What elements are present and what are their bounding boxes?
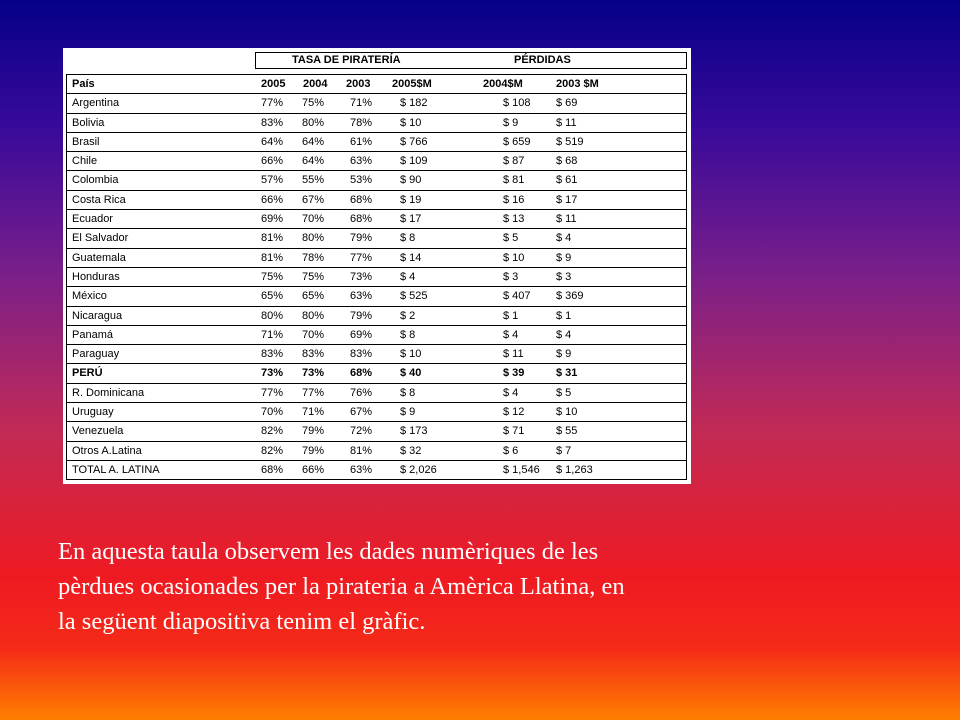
cell-rate-2004: 75% [302,270,325,283]
cell-loss-2004: $ 407 [503,290,531,303]
cell-rate-2003: 67% [350,406,373,419]
cell-loss-2005: $ 2 [400,309,416,322]
cell-rate-2005: 81% [261,232,284,245]
table-row [67,114,686,133]
cell-loss-2005: $ 32 [400,444,422,457]
cell-loss-2003: $ 5 [556,386,572,399]
cell-country: TOTAL A. LATINA [72,463,160,476]
table-row [67,326,686,345]
cell-loss-2004: $ 5 [503,232,519,245]
table-row [67,249,686,268]
cell-country: Chile [72,155,98,168]
cell-rate-2003: 68% [350,193,373,206]
cell-rate-2003: 63% [350,463,373,476]
column-header-2005: 2005 [261,78,286,90]
cell-rate-2004: 67% [302,193,325,206]
caption-line: pèrdues ocasionades per la pirateria a Amèrica Llatina, en [58,573,625,600]
cell-loss-2003: $ 11 [556,213,577,226]
cell-loss-2004: $ 1,546 [503,463,540,476]
column-header-row [67,75,686,94]
cell-loss-2003: $ 61 [556,174,578,187]
cell-loss-2004: $ 12 [503,406,525,419]
cell-loss-2005: $ 4 [400,270,416,283]
cell-loss-2005: $ 173 [400,425,428,438]
cell-loss-2005: $ 2,026 [400,463,437,476]
cell-loss-2004: $ 10 [503,251,525,264]
cell-rate-2003: 63% [350,290,373,303]
cell-loss-2004: $ 1 [503,309,519,322]
cell-loss-2003: $ 31 [556,367,578,380]
cell-country: Guatemala [72,251,126,264]
cell-rate-2004: 80% [302,116,325,129]
cell-loss-2005: $ 525 [400,290,428,303]
cell-loss-2005: $ 8 [400,328,416,341]
cell-rate-2004: 55% [302,174,325,187]
cell-rate-2005: 81% [261,251,284,264]
cell-loss-2005: $ 14 [400,251,422,264]
cell-rate-2004: 73% [302,367,325,380]
cell-rate-2004: 64% [302,135,325,148]
cell-country: Costa Rica [72,193,126,206]
cell-rate-2005: 65% [261,290,284,303]
cell-loss-2005: $ 8 [400,232,416,245]
cell-loss-2003: $ 55 [556,425,578,438]
column-header-2003: 2003 [346,78,371,90]
cell-loss-2005: $ 109 [400,155,428,168]
cell-loss-2005: $ 19 [400,193,422,206]
cell-loss-2003: $ 1 [556,309,572,322]
cell-loss-2003: $ 7 [556,444,572,457]
cell-rate-2005: 77% [261,386,284,399]
cell-rate-2005: 82% [261,425,284,438]
cell-rate-2003: 83% [350,348,373,361]
cell-loss-2005: $ 17 [400,213,422,226]
cell-loss-2004: $ 81 [503,174,525,187]
caption-line: En aquesta taula observem les dades numèriques de les [58,538,599,565]
cell-loss-2005: $ 9 [400,406,416,419]
column-header-2004m: 2004$M [483,78,523,90]
losses-group-header: PÉRDIDAS [514,54,571,66]
table-row [67,210,686,229]
cell-country: Nicaragua [72,309,123,322]
cell-rate-2003: 69% [350,328,373,341]
table-row [67,133,686,152]
table-row [67,152,686,171]
cell-rate-2004: 65% [302,290,325,303]
cell-rate-2005: 82% [261,444,284,457]
cell-loss-2004: $ 13 [503,213,525,226]
table-row [67,461,686,480]
cell-loss-2004: $ 108 [503,97,531,110]
cell-loss-2004: $ 71 [503,425,525,438]
cell-rate-2003: 79% [350,232,373,245]
cell-loss-2003: $ 69 [556,97,578,110]
cell-rate-2005: 83% [261,116,284,129]
cell-rate-2005: 70% [261,406,284,419]
cell-rate-2004: 80% [302,309,325,322]
cell-loss-2003: $ 4 [556,328,572,341]
caption-line: la següent diapositiva tenim el gràfic. [58,608,426,635]
piracy-table [63,48,691,484]
cell-rate-2004: 79% [302,425,325,438]
cell-loss-2003: $ 4 [556,232,572,245]
cell-rate-2003: 68% [350,213,373,226]
cell-rate-2003: 61% [350,135,373,148]
cell-loss-2004: $ 3 [503,270,519,283]
table-row [67,307,686,326]
cell-loss-2005: $ 8 [400,386,416,399]
cell-country: Panamá [72,328,113,341]
cell-rate-2005: 75% [261,270,284,283]
cell-loss-2004: $ 9 [503,116,519,129]
table-body [66,74,687,480]
cell-rate-2003: 72% [350,425,373,438]
cell-rate-2004: 77% [302,386,325,399]
column-header-2004: 2004 [303,78,328,90]
table-row [67,384,686,403]
table-row [67,268,686,287]
table-row [67,94,686,113]
cell-rate-2004: 71% [302,406,325,419]
table-row [67,287,686,306]
cell-loss-2003: $ 9 [556,348,572,361]
cell-rate-2005: 73% [261,367,284,380]
cell-rate-2003: 81% [350,444,373,457]
cell-rate-2005: 66% [261,155,284,168]
column-header-2005m: 2005$M [392,78,432,90]
table-row [67,345,686,364]
cell-rate-2005: 80% [261,309,284,322]
table-row [67,364,686,383]
cell-loss-2003: $ 9 [556,251,572,264]
cell-loss-2003: $ 68 [556,155,578,168]
cell-rate-2005: 71% [261,328,284,341]
table-row [67,229,686,248]
cell-loss-2004: $ 6 [503,444,519,457]
cell-rate-2004: 78% [302,251,325,264]
cell-rate-2004: 64% [302,155,325,168]
cell-loss-2003: $ 3 [556,270,572,283]
table-row [67,191,686,210]
cell-rate-2003: 73% [350,270,373,283]
cell-loss-2005: $ 90 [400,174,422,187]
cell-loss-2003: $ 519 [556,135,584,148]
cell-loss-2004: $ 87 [503,155,525,168]
cell-country: El Salvador [72,232,129,245]
cell-country: Brasil [72,135,100,148]
cell-rate-2003: 76% [350,386,373,399]
cell-loss-2005: $ 10 [400,348,422,361]
cell-rate-2003: 77% [350,251,373,264]
cell-rate-2003: 79% [350,309,373,322]
cell-loss-2003: $ 10 [556,406,578,419]
table-row [67,171,686,190]
cell-rate-2004: 70% [302,213,325,226]
cell-country: Argentina [72,97,120,110]
cell-loss-2003: $ 369 [556,290,584,303]
cell-loss-2004: $ 16 [503,193,525,206]
table-row [67,422,686,441]
column-header-country: País [72,78,95,90]
cell-rate-2005: 57% [261,174,284,187]
cell-rate-2003: 78% [350,116,373,129]
cell-rate-2005: 66% [261,193,284,206]
cell-rate-2003: 68% [350,367,373,380]
cell-loss-2004: $ 4 [503,328,519,341]
cell-loss-2004: $ 659 [503,135,531,148]
cell-rate-2004: 66% [302,463,325,476]
cell-country: Bolivia [72,116,105,129]
cell-country: Ecuador [72,213,113,226]
cell-loss-2004: $ 4 [503,386,519,399]
cell-loss-2003: $ 17 [556,193,578,206]
cell-country: Venezuela [72,425,124,438]
cell-country: Uruguay [72,406,114,419]
cell-loss-2005: $ 10 [400,116,422,129]
cell-rate-2004: 79% [302,444,325,457]
table-row [67,442,686,461]
cell-loss-2003: $ 11 [556,116,577,129]
cell-country: México [72,290,107,303]
cell-country: Paraguay [72,348,120,361]
column-header-2003m: 2003 $M [556,78,599,90]
cell-rate-2005: 69% [261,213,284,226]
cell-country: Honduras [72,270,120,283]
cell-rate-2005: 83% [261,348,284,361]
cell-rate-2003: 63% [350,155,373,168]
cell-loss-2005: $ 182 [400,97,428,110]
cell-rate-2004: 75% [302,97,325,110]
cell-country: R. Dominicana [72,386,145,399]
cell-rate-2003: 53% [350,174,373,187]
cell-rate-2004: 70% [302,328,325,341]
cell-country: Otros A.Latina [72,444,142,457]
cell-loss-2005: $ 40 [400,367,422,380]
slide-caption [58,534,858,639]
table-row [67,403,686,422]
cell-rate-2005: 64% [261,135,284,148]
cell-rate-2005: 77% [261,97,284,110]
cell-loss-2004: $ 11 [503,348,524,361]
cell-rate-2003: 71% [350,97,373,110]
cell-rate-2004: 80% [302,232,325,245]
cell-country: PERÚ [72,367,103,380]
cell-loss-2005: $ 766 [400,135,428,148]
group-header [255,52,687,69]
cell-country: Colombia [72,174,119,187]
cell-rate-2005: 68% [261,463,284,476]
cell-loss-2004: $ 39 [503,367,525,380]
rate-group-header: TASA DE PIRATERÍA [292,54,401,66]
cell-loss-2003: $ 1,263 [556,463,593,476]
cell-rate-2004: 83% [302,348,325,361]
